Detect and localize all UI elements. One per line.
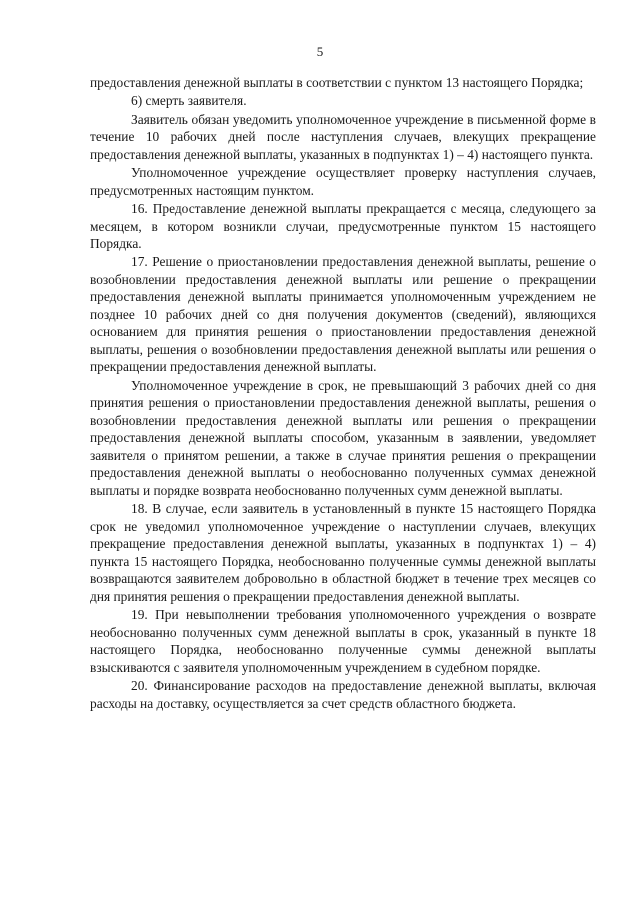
document-body <box>90 74 596 712</box>
paragraph-continuation: предоставления денежной выплаты в соответствии с пунктом 13 настоящего Порядка; <box>90 75 584 90</box>
paragraph-subitem-6: 6) смерть заявителя. <box>131 93 247 109</box>
page-number: 5 <box>316 44 324 59</box>
paragraph-item-18: 18. В случае, если заявитель в установленный в пункте 15 настоящего Порядка срок не уведомил уполномоченное учреждение о наступлении случаев, влекущих прекращение предоставления денежной выплаты, указанных в подпунктах 1) – 4) пункта 15 настоящего Порядка, необоснованно полученные суммы денежной выплаты возвращаются заявителем добровольно в областной бюджет в течение трех месяцев со дня принятия решения о прекращении предоставления денежной выплаты. <box>90 501 596 604</box>
paragraph-item-19: 19. При невыполнении требования уполномоченного учреждения о возврате необоснованно полученных сумм денежной выплаты в срок, указанный в пункте 18 настоящего Порядка, необоснованно полученные суммы денежной выплаты взыскиваются с заявителя уполномоченным учреждением в судебном порядке. <box>90 607 596 675</box>
paragraph-verification: Уполномоченное учреждение осуществляет проверку наступления случаев, предусмотренных настоящим пунктом. <box>90 165 596 198</box>
paragraph-item-16: 16. Предоставление денежной выплаты прекращается с месяца, следующего за месяцем, в котором возникли случаи, предусмотренные пунктом 15 настоящего Порядка. <box>90 201 596 252</box>
paragraph-item-17: 17. Решение о приостановлении предоставления денежной выплаты, решение о возобновлении предоставления денежной выплаты или решение о прекращении предоставления денежной выплаты принимается уполномоченным учреждением не позднее 10 рабочих дней со дня получения документов (сведений), являющихся основанием для принятия решения о приостановлении предоставления денежной выплаты, решения о возобновлении предоставления денежной выплаты или решения о прекращении предоставления денежной выплаты. <box>90 254 596 375</box>
paragraph-notification-duty: Заявитель обязан уведомить уполномоченное учреждение в письменной форме в течение 10 рабочих дней после наступления случаев, влекущих прекращение предоставления денежной выплаты, указанных в подпунктах 1) – 4) настоящего пункта. <box>90 111 596 162</box>
paragraph-item-20: 20. Финансирование расходов на предоставление денежной выплаты, включая расходы на доставку, осуществляется за счет средств областного бюджета. <box>90 678 596 711</box>
paragraph-item-17-notice: Уполномоченное учреждение в срок, не превышающий 3 рабочих дней со дня принятия решения о приостановлении предоставления денежной выплаты, решения о возобновлении предоставления денежной выплаты или решения о прекращении предоставления денежной выплаты способом, указанным в заявлении, уведомляет заявителя о принятом решении, а также в случае принятия решения о прекращении предоставления денежной выплаты о необоснованно полученных суммах денежной выплаты и порядке возврата необоснованно полученных сумм денежной выплаты. <box>90 377 596 498</box>
